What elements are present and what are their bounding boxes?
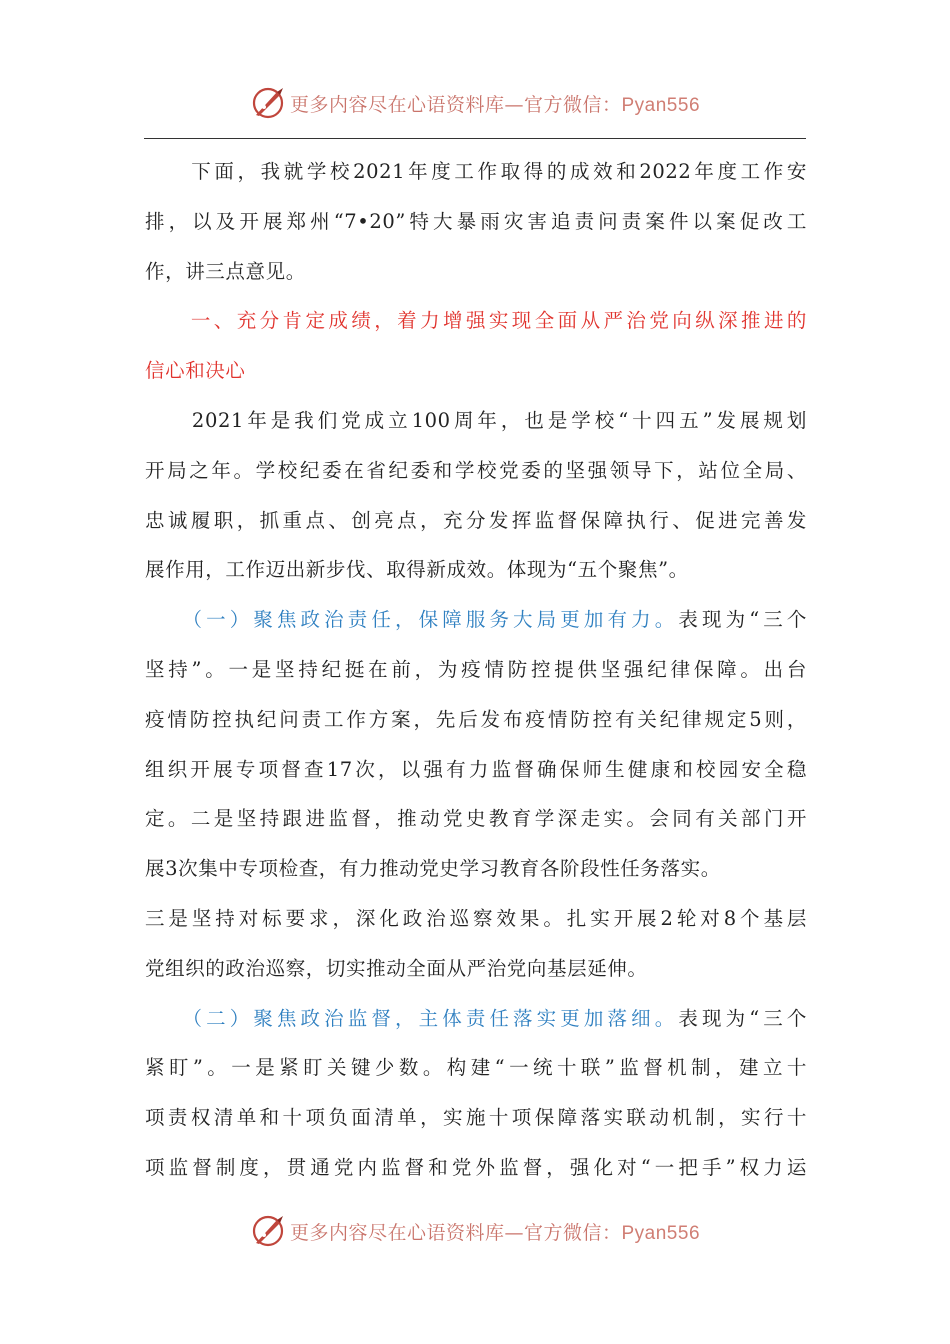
text-line: 坚持”。一是坚持纪挺在前，为疫情防控提供坚强纪律保障。出台 <box>145 657 807 681</box>
subsection-first-line: （二）聚焦政治监督，主体责任落实更加落细。表现为“三个 <box>145 1006 807 1030</box>
text-line: 项责权清单和十项负面清单，实施十项保障落实联动机制，实行十 <box>145 1106 807 1130</box>
text-line: 开局之年。学校纪委在省纪委和学校党委的坚强领导下，站位全局、 <box>145 458 807 482</box>
text-line: 下面，我就学校2021年度工作取得的成效和2022年度工作安 <box>145 160 807 183</box>
text-line: 项监督制度，贯通党内监督和党外监督，强化对“一把手”权力运 <box>145 1155 807 1179</box>
text-line: 三是坚持对标要求，深化政治巡察效果。扎实开展2轮对8个基层 <box>145 906 807 930</box>
footer-watermark <box>0 1209 950 1253</box>
text-line: 定。二是坚持跟进监督，推动党史教育学深走实。会同有关部门开 <box>145 807 807 831</box>
text-line: 组织开展专项督查17次，以强有力监督确保师生健康和校园安全稳 <box>145 757 807 781</box>
subsection-heading: （二）聚焦政治监督，主体责任落实更加落细。 <box>145 1006 679 1030</box>
quill-pen-logo-icon <box>250 85 286 121</box>
header-divider <box>144 138 806 139</box>
header-watermark <box>0 81 950 125</box>
text-line: 忠诚履职，抓重点、创亮点，充分发挥监督保障执行、促进完善发 <box>145 508 807 532</box>
watermark-text: 更多内容尽在心语资料库—官方微信：Pyan556 <box>289 1221 701 1244</box>
subsection-first-line: （一）聚焦政治责任，保障服务大局更加有力。表现为“三个 <box>145 608 807 632</box>
text-line: 作，讲三点意见。 <box>145 259 306 283</box>
quill-pen-logo-icon <box>250 1213 286 1249</box>
text-line: 展3次集中专项检查，有力推动党史学习教育各阶段性任务落实。 <box>145 857 721 881</box>
document-body <box>145 147 807 1193</box>
text-line: 排，以及开展郑州“7•20”特大暴雨灾害追责问责案件以案促改工 <box>145 209 807 233</box>
text-line: 2021年是我们党成立100周年，也是学校“十四五”发展规划 <box>145 408 807 432</box>
watermark-text: 更多内容尽在心语资料库—官方微信：Pyan556 <box>289 93 701 116</box>
text-line: 展作用，工作迈出新步伐、取得新成效。体现为“五个聚焦”。 <box>145 558 689 582</box>
text-line: 紧盯”。一是紧盯关键少数。构建“一统十联”监督机制，建立十 <box>145 1056 807 1080</box>
text-line: 疫情防控执纪问责工作方案，先后发布疫情防控有关纪律规定5则， <box>145 707 807 731</box>
section-heading: 信心和决心 <box>145 359 246 383</box>
text-line: 党组织的政治巡察，切实推动全面从严治党向基层延伸。 <box>145 956 648 980</box>
subsection-heading: （一）聚焦政治责任，保障服务大局更加有力。 <box>145 608 679 632</box>
section-heading: 一、充分肯定成绩，着力增强实现全面从严治党向纵深推进的 <box>145 309 807 333</box>
